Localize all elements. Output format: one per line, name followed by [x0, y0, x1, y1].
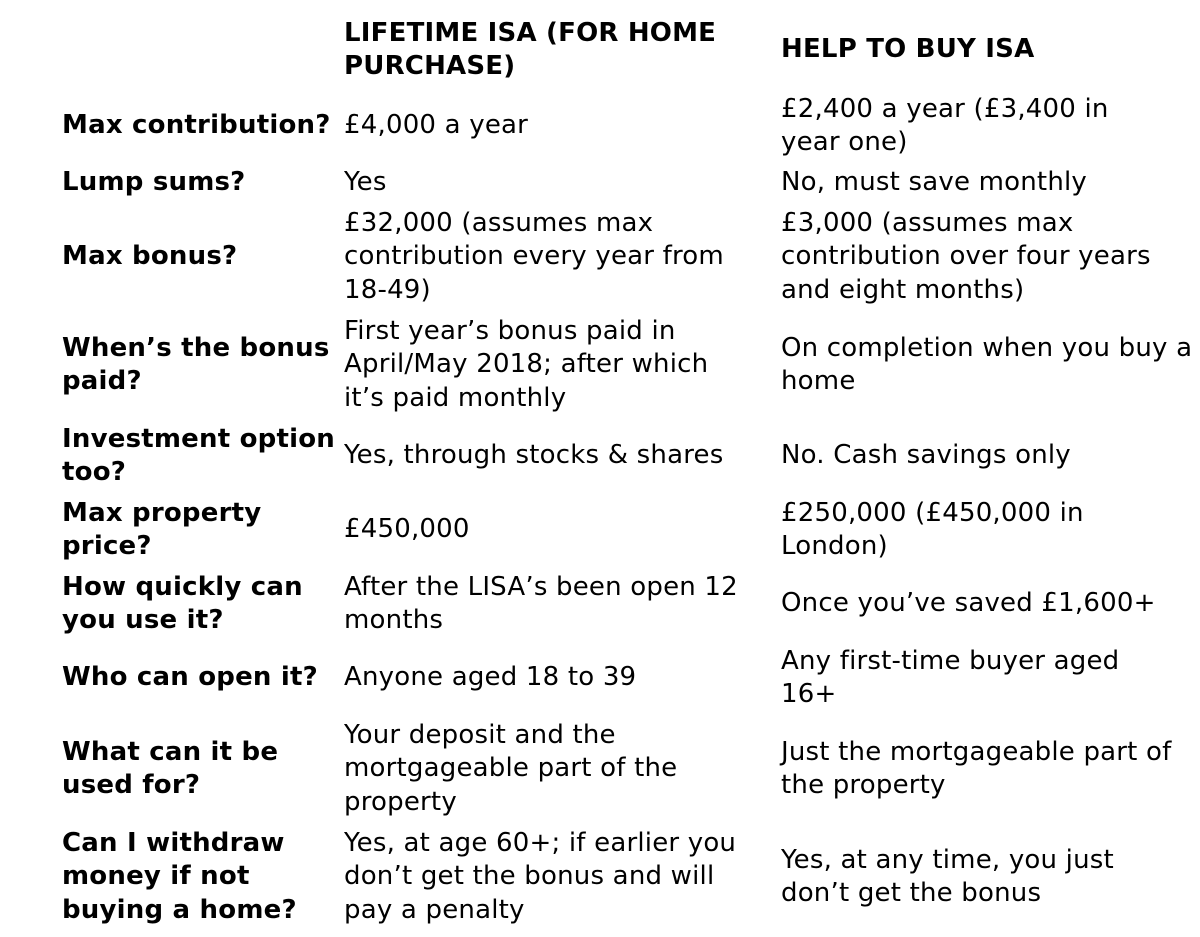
row-question: [62, 206, 338, 308]
htb-text: No. Cash savings only: [781, 440, 1071, 471]
lisa-text: First year’s bonus paid in April/May 2018; after which it’s paid monthly: [344, 315, 709, 413]
question-text: When’s the bonus paid?: [62, 332, 330, 396]
row-htb-value: [781, 422, 1195, 490]
row-htb-value: [781, 570, 1195, 638]
lisa-text: Your deposit and the mortgageable part of the property: [344, 719, 678, 817]
row-lisa-value: [344, 570, 764, 638]
lisa-text: Yes, through stocks & shares: [344, 440, 724, 471]
htb-text: Any first-time buyer aged 16+: [781, 645, 1120, 709]
row-lisa-value: [344, 826, 764, 928]
row-htb-value: [781, 826, 1195, 928]
question-text: Max property price?: [62, 497, 262, 561]
header-help-to-buy-isa-text: HELP TO BUY ISA: [781, 34, 1035, 65]
row-lisa-value: [344, 422, 764, 490]
row-question: [62, 92, 338, 160]
row-htb-value: [781, 166, 1195, 200]
row-htb-value: [781, 92, 1195, 160]
row-question: [62, 314, 338, 416]
htb-text: On completion when you buy a home: [781, 332, 1193, 396]
row-lisa-value: [344, 718, 764, 820]
row-question: [62, 826, 338, 928]
header-help-to-buy-isa: [781, 16, 1195, 84]
row-lisa-value: [344, 206, 764, 308]
lisa-text: Yes, at age 60+; if earlier you don’t get the bonus and will pay a penalty: [344, 827, 737, 925]
lisa-text: £450,000: [344, 514, 470, 545]
row-question: [62, 496, 338, 564]
question-text: What can it be used for?: [62, 736, 279, 800]
row-lisa-value: [344, 496, 764, 564]
question-text: How quickly can you use it?: [62, 571, 303, 635]
question-text: Can I withdraw money if not buying a home?: [62, 827, 297, 925]
question-text: Investment option too?: [62, 423, 335, 487]
row-htb-value: [781, 718, 1195, 820]
htb-text: £3,000 (assumes max contribution over four years and eight months): [781, 207, 1151, 305]
htb-text: No, must save monthly: [781, 167, 1088, 198]
lisa-text: Anyone aged 18 to 39: [344, 662, 637, 693]
htb-text: Once you’ve saved £1,600+: [781, 588, 1156, 619]
lisa-text: After the LISA’s been open 12 months: [344, 571, 738, 635]
question-text: Lump sums?: [62, 167, 246, 198]
row-htb-value: [781, 496, 1195, 564]
htb-text: Yes, at any time, you just don’t get the bonus: [781, 844, 1114, 908]
htb-text: £250,000 (£450,000 in London): [781, 497, 1084, 561]
row-lisa-value: [344, 644, 764, 712]
header-lifetime-isa-text: LIFETIME ISA (FOR HOME PURCHASE): [344, 17, 717, 81]
row-lisa-value: [344, 314, 764, 416]
lisa-text: £4,000 a year: [344, 110, 529, 141]
question-text: Who can open it?: [62, 662, 318, 693]
question-text: Max contribution?: [62, 110, 331, 141]
lisa-text: Yes: [344, 167, 387, 198]
row-question: [62, 166, 338, 200]
row-lisa-value: [344, 166, 764, 200]
htb-text: £2,400 a year (£3,400 in year one): [781, 93, 1109, 157]
row-lisa-value: [344, 92, 764, 160]
row-htb-value: [781, 314, 1195, 416]
lisa-text: £32,000 (assumes max contribution every year from 18-49): [344, 207, 724, 305]
row-question: [62, 422, 338, 490]
htb-text: Just the mortgageable part of the property: [781, 736, 1172, 800]
row-question: [62, 718, 338, 820]
row-htb-value: [781, 644, 1195, 712]
header-lifetime-isa: [344, 16, 764, 84]
row-htb-value: [781, 206, 1195, 308]
question-text: Max bonus?: [62, 241, 238, 272]
row-question: [62, 570, 338, 638]
row-question: [62, 644, 338, 712]
